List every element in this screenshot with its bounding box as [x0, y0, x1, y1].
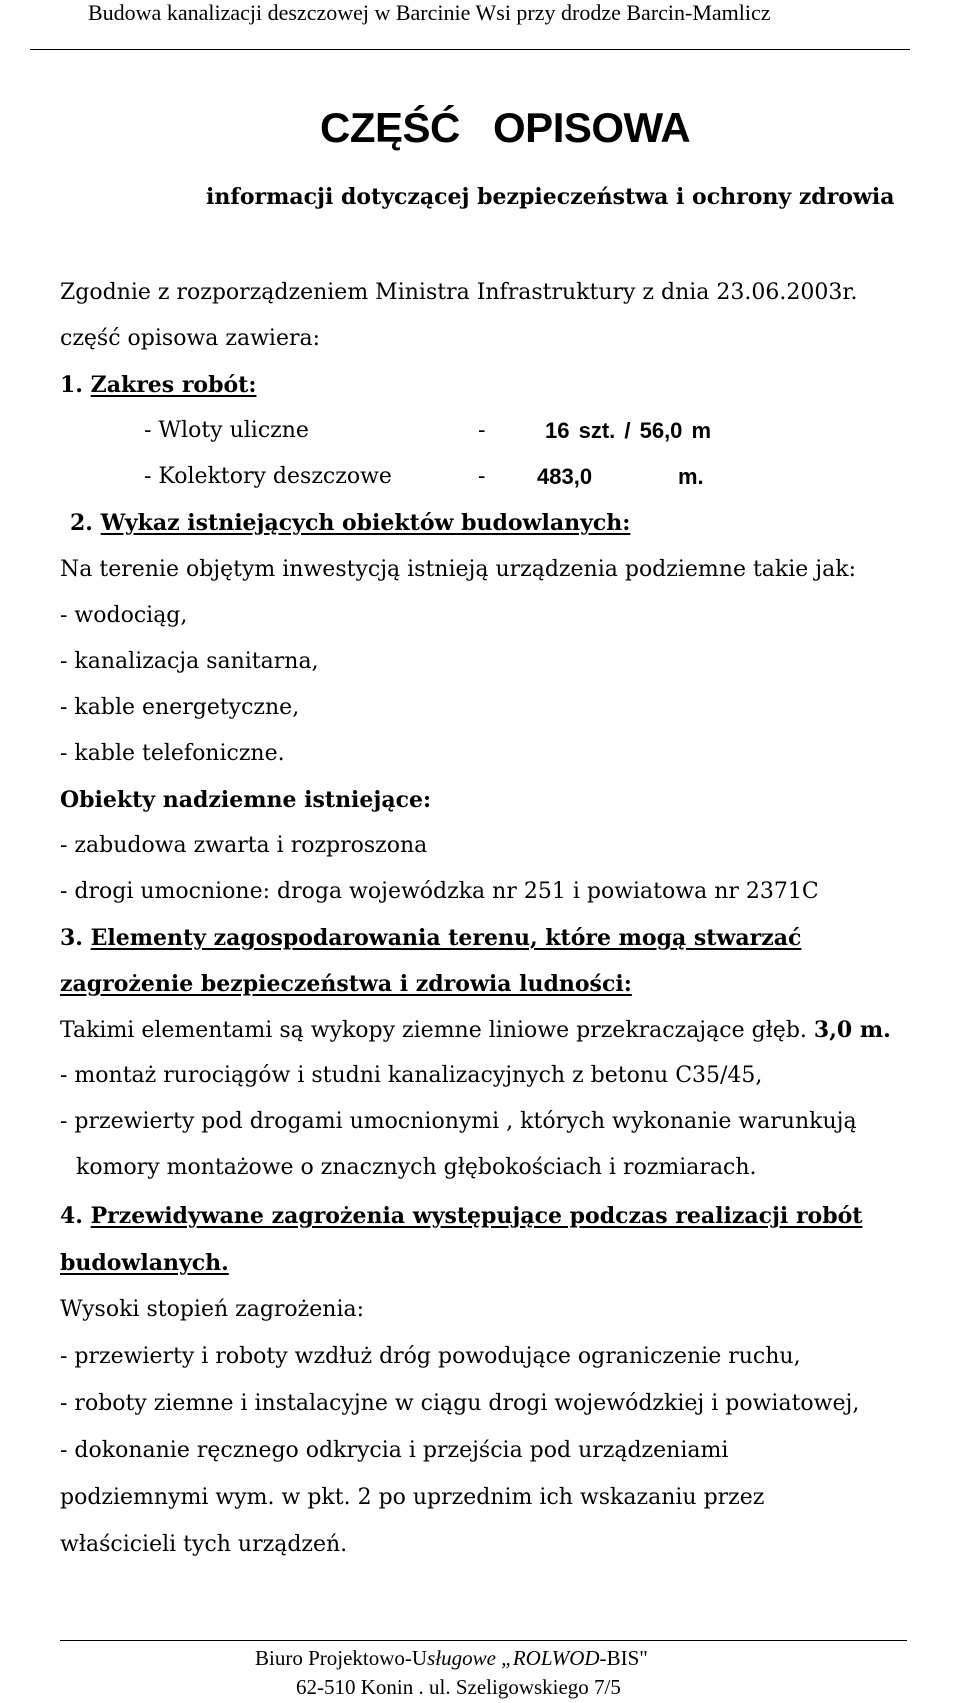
- section-3-intro: [60, 1017, 891, 1043]
- list-item: - drogi umocnione: droga wojewódzka nr 251 i powiatowa nr 2371C: [60, 879, 819, 904]
- section-4-number: 4.: [60, 1203, 83, 1229]
- footer-company: [255, 1646, 648, 1671]
- section-2-subheading: Obiekty nadziemne istniejące:: [60, 787, 432, 813]
- list-item: - kanalizacja sanitarna,: [60, 649, 319, 674]
- section-4-title-line-2: budowlanych.: [60, 1250, 229, 1276]
- footer-company-suffix: BIS": [606, 1646, 648, 1670]
- list-item-continuation: właścicieli tych urządzeń.: [60, 1532, 348, 1557]
- section-2-heading: [70, 510, 630, 536]
- footer-company-italic: sługowe „ROLWOD-: [427, 1646, 607, 1670]
- section-4-heading: [60, 1203, 862, 1229]
- section-1-title: Zakres robót:: [90, 372, 257, 398]
- section-1-item-value: 16 szt. / 56,0 m: [545, 418, 712, 443]
- section-1-item-unit: m.: [678, 464, 704, 489]
- section-3-heading: [60, 925, 801, 951]
- footer-company-prefix: Biuro Projektowo-U: [255, 1646, 428, 1670]
- list-item: - wodociąg,: [60, 603, 188, 628]
- footer-divider: [60, 1640, 907, 1641]
- list-item: - roboty ziemne i instalacyjne w ciągu drogi wojewódzkiej i powiatowej,: [60, 1391, 860, 1416]
- footer-address: 62-510 Konin . ul. Szeligowskiego 7/5: [296, 1675, 621, 1699]
- section-1-number: 1.: [60, 372, 83, 398]
- section-3-title-line-1: Elementy zagospodarowania terenu, które mogą stwarzać: [90, 925, 802, 951]
- page-title: CZĘŚĆ OPISOWA: [320, 104, 691, 151]
- section-1-item-value: 483,0: [537, 464, 593, 489]
- list-item: - przewierty pod drogami umocnionymi , których wykonanie warunkują: [60, 1109, 857, 1134]
- section-1-item-dash: -: [478, 418, 486, 443]
- list-item: - zabudowa zwarta i rozproszona: [60, 833, 428, 858]
- page-subtitle: informacji dotyczącej bezpieczeństwa i ochrony zdrowia: [206, 184, 895, 210]
- list-item: - kable telefoniczne.: [60, 741, 285, 766]
- intro-line-2: część opisowa zawiera:: [60, 326, 321, 351]
- header-title: Budowa kanalizacji deszczowej w Barcinie Wsi przy drodze Barcin-Mamlicz: [88, 0, 771, 25]
- section-1-item-dash: -: [478, 464, 486, 489]
- header-divider: [30, 49, 910, 50]
- list-item: - kable energetyczne,: [60, 695, 300, 720]
- section-3-title-line-2: zagrożenie bezpieczeństwa i zdrowia ludności:: [60, 971, 632, 997]
- section-3-number: 3.: [60, 925, 83, 951]
- section-1-heading: [60, 372, 256, 398]
- list-item: - dokonanie ręcznego odkrycia i przejścia pod urządzeniami: [60, 1438, 729, 1463]
- section-4-intro: Wysoki stopień zagrożenia:: [60, 1297, 365, 1322]
- list-item: - przewierty i roboty wzdłuż dróg powodujące ograniczenie ruchu,: [60, 1344, 801, 1369]
- section-2-title: Wykaz istniejących obiektów budowlanych:: [100, 510, 631, 536]
- section-1-item-name: - Kolektory deszczowe: [144, 464, 392, 489]
- section-1-item-name: - Wloty uliczne: [144, 418, 309, 443]
- section-2-number: 2.: [70, 510, 93, 536]
- intro-line-1: Zgodnie z rozporządzeniem Ministra Infrastruktury z dnia 23.06.2003r.: [60, 280, 858, 305]
- section-3-intro-text: Takimi elementami są wykopy ziemne liniowe przekraczające głęb.: [60, 1018, 807, 1043]
- list-item: - montaż rurociągów i studni kanalizacyjnych z betonu C35/45,: [60, 1063, 763, 1088]
- list-item-continuation: komory montażowe o znacznych głębokościach i rozmiarach.: [76, 1155, 757, 1180]
- list-item-continuation: podziemnymi wym. w pkt. 2 po uprzednim ich wskazaniu przez: [60, 1485, 765, 1510]
- section-3-intro-value: 3,0 m.: [813, 1017, 891, 1043]
- section-2-intro: Na terenie objętym inwestycją istnieją urządzenia podziemne takie jak:: [60, 557, 856, 582]
- section-4-title-line-1: Przewidywane zagrożenia występujące podczas realizacji robót: [90, 1203, 863, 1229]
